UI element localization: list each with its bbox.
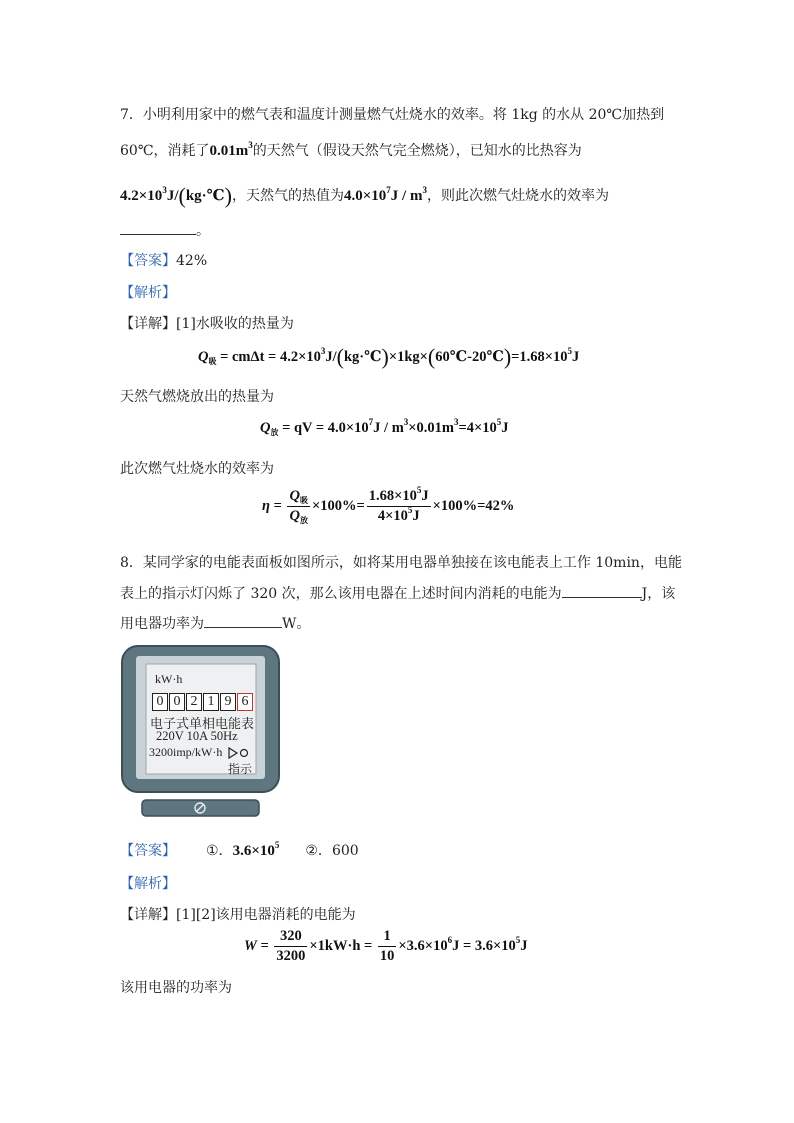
meter-unit: kW·h bbox=[155, 672, 183, 686]
heat-value: $4.0\times 10^7J / m^3$ bbox=[343, 185, 427, 204]
q8-analysis-tag: 【解析】 bbox=[120, 876, 176, 892]
electric-meter-figure bbox=[120, 644, 282, 820]
equation-efficiency: η = $\frac{Q_吸}{Q_放}$ ×100%= $\frac{1.68\times 10^5J}{4\times 10^5J}$ ×100%=42% bbox=[262, 485, 515, 525]
q7-analysis-tag: 【解析】 bbox=[120, 285, 176, 301]
meter-digit: 0 bbox=[169, 693, 185, 711]
gas-volume: $0.01m^3$ bbox=[209, 140, 253, 159]
q7-line-2: 60℃，消耗了$0.01m^3$的天然气（假设天然气完全燃烧），已知水的比热容为 bbox=[120, 140, 582, 159]
meter-digit: 2 bbox=[186, 693, 202, 711]
meter-digit: 9 bbox=[220, 693, 236, 711]
meter-spec: 220V 10A 50Hz bbox=[156, 729, 238, 743]
meter-digit: 1 bbox=[203, 693, 219, 711]
q7-line-4: 。 bbox=[120, 220, 210, 240]
q8-line-3: 用电器功率为 W。 bbox=[120, 613, 310, 633]
q8-answer: 【答案】 ①．$3.6\times 10^5$ ②．600 bbox=[120, 840, 359, 859]
indicator-label: 指示 bbox=[228, 762, 253, 776]
indicator-lamp-icon bbox=[228, 747, 250, 759]
q8-detail: 【详解】[1][2]该用电器消耗的电能为 bbox=[120, 907, 356, 923]
equation-energy: W = $\frac{320}{3200}$ ×1kW·h = $\frac{1}{10}$ $\times 3.6\times 10^6J = 3.6\times 10^5J$ bbox=[244, 928, 528, 964]
power-blank[interactable] bbox=[204, 613, 282, 628]
answer-blank[interactable] bbox=[120, 220, 196, 235]
meter-imp: 3200imp/kW·h bbox=[149, 745, 223, 759]
equation-heat-released: $Q_放$ = qV = $4.0\times 10^7J / m^3\times 0.01m^3=4\times 10^5J$ bbox=[260, 417, 509, 437]
q7-detail: 【详解】[1]水吸收的热量为 bbox=[120, 316, 294, 332]
q8-last-line: 该用电器的功率为 bbox=[120, 980, 232, 996]
q7-text-3: 此次燃气灶烧水的效率为 bbox=[120, 461, 274, 477]
equation-heat-absorbed: $Q_吸 = cm\Delta t$ = $4.2\times 10^3J/(kg\cdot℃)\times 1kg\times(60℃-20℃)=1.68\times 10^5J$ bbox=[198, 344, 580, 369]
q8-line-1: 8．某同学家的电能表面板如图所示，如将某用电器单独接在该电能表上工作 10min，电能 bbox=[120, 555, 682, 571]
meter-digit-decimal: 6 bbox=[237, 693, 253, 711]
meter-name: 电子式单相电能表 bbox=[150, 716, 255, 731]
q8-line-2: 表上的指示灯闪烁了 320 次，那么该用电器在上述时间内消耗的电能为 J，该 bbox=[120, 583, 675, 603]
energy-blank[interactable] bbox=[562, 583, 642, 598]
specific-heat: $4.2\times 10^3J/(kg\cdot℃)$ bbox=[120, 183, 232, 208]
q7-line-3: $4.2\times 10^3J/(kg\cdot℃)$，天然气的热值为$4.0\times 10^7J / m^3$，则此次燃气灶烧水的效率为 bbox=[120, 183, 609, 208]
q7-answer: 【答案】42% bbox=[120, 253, 208, 269]
meter-reading bbox=[152, 693, 254, 711]
q7-text-2: 天然气燃烧放出的热量为 bbox=[120, 389, 274, 405]
meter-digit: 0 bbox=[152, 693, 168, 711]
q7-line-1: 7．小明利用家中的燃气表和温度计测量燃气灶烧水的效率。将 1kg 的水从 20℃加热到 bbox=[120, 107, 665, 123]
